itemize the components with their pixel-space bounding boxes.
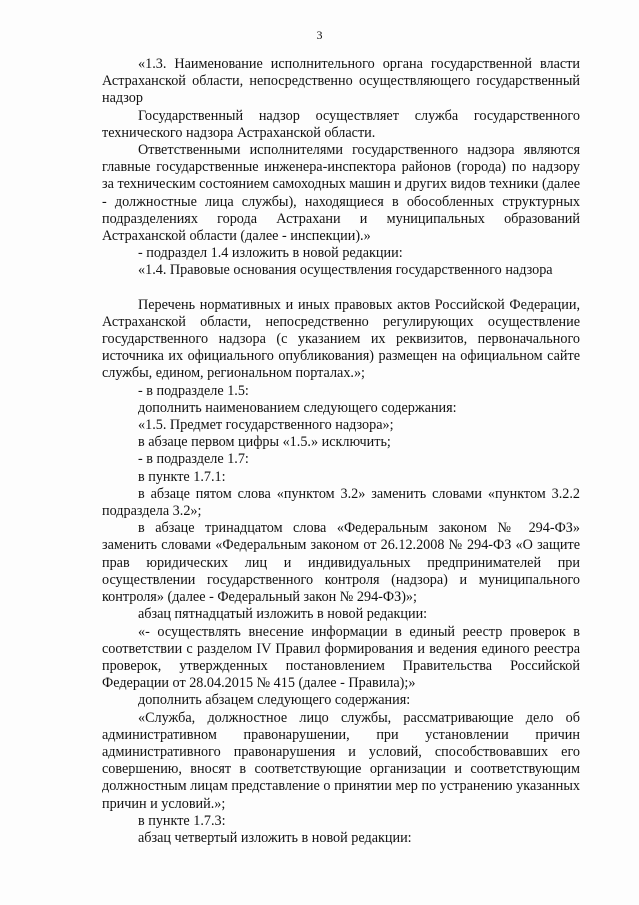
paragraph: в абзаце первом цифры «1.5.» исключить; <box>138 434 391 451</box>
paragraph: - подраздел 1.4 изложить в новой редакции: <box>138 245 403 262</box>
paragraph: «- осуществлять внесение информации в единый реестр проверок в соответствии с разделом IV Правил формирования и ведения единого реестра проверок, утвержденных постановлением Правительства Российской Федерации от 28.04.2015 № 415 (далее - Правила);» <box>102 623 580 692</box>
paragraph: - в подразделе 1.7: <box>138 451 249 468</box>
paragraph: в пункте 1.7.3: <box>138 812 226 829</box>
paragraph: абзац четвертый изложить в новой редакции: <box>138 829 412 846</box>
paragraph: абзац пятнадцатый изложить в новой редакции: <box>138 606 428 623</box>
paragraph: - в подразделе 1.5: <box>138 382 249 399</box>
paragraph: в абзаце тринадцатом слова «Федеральным законом № 294-ФЗ» заменить словами «Федеральным законом от 26.12.2008 № 294-ФЗ «О защите прав юридических лиц и индивидуальных предпринимателей при осуществлении государственного контроля (надзора) и муниципального контроля» (далее - Федеральный закон № 294-ФЗ)»; <box>102 520 580 606</box>
paragraph: в пункте 1.7.1: <box>138 468 226 485</box>
paragraph: дополнить наименованием следующего содержания: <box>138 399 457 416</box>
paragraph: дополнить абзацем следующего содержания: <box>138 692 411 709</box>
paragraph: Перечень нормативных и иных правовых актов Российской Федерации, Астраханской области, непосредственно регулирующих осуществление государственного надзора (с указанием их реквизитов, первоначального источника их официального опубликования) размещен на официальном сайте службы, едином, региональном порталах.»; <box>102 296 580 382</box>
blank-line <box>102 280 580 297</box>
document-body <box>102 56 580 847</box>
paragraph: «1.3. Наименование исполнительного органа государственной власти Астраханской области, непосредственно осуществляющего государственный надзор <box>102 56 580 107</box>
paragraph: «Служба, должностное лицо службы, рассматривающие дело об административном правонарушении, при установлении причин административного правонарушения и условий, способствовавших его совершению, вносят в соответствующие организации и соответствующим должностным лицам представление о принятии мер по устранению указанных причин и условий.»; <box>102 709 580 812</box>
paragraph: Государственный надзор осуществляет служба государственного технического надзора Астраханской области. <box>102 107 580 141</box>
paragraph: в абзаце пятом слова «пунктом 3.2» заменить словами «пунктом 3.2.2 подраздела 3.2»; <box>102 485 580 520</box>
paragraph: «1.5. Предмет государственного надзора»; <box>138 417 394 434</box>
section-heading: «1.4. Правовые основания осуществления государственного надзора <box>138 262 553 279</box>
page-number: 3 <box>316 28 323 42</box>
paragraph: Ответственными исполнителями государственного надзора являются главные государственные инженера-инспектора районов (города) по надзору за техническим состоянием самоходных машин и других видов техники (далее - должностные лица службы), находящиеся в обособленных структурных подразделениях города Астрахани и муниципальных образований Астраханской области (далее - инспекции).» <box>102 142 581 245</box>
